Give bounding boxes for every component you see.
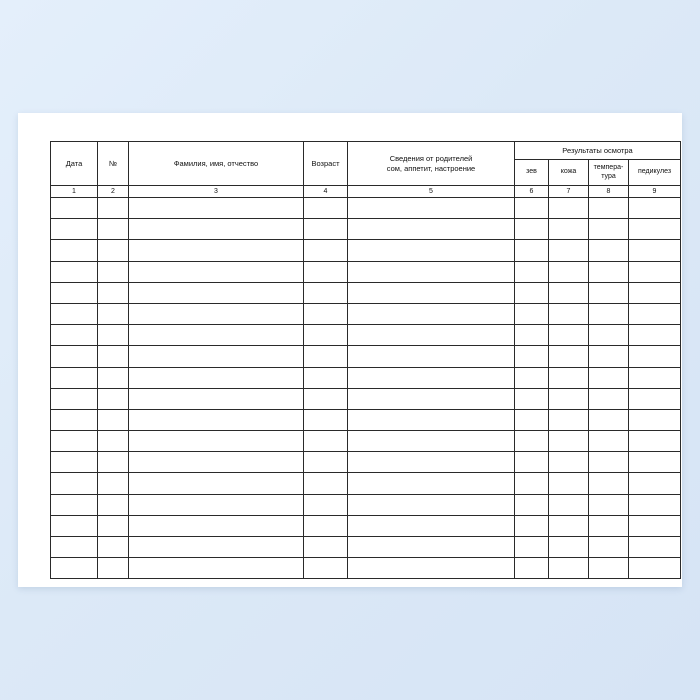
column-number-1: 1 (51, 186, 98, 198)
table-cell-throat[interactable] (515, 558, 549, 579)
table-cell-age[interactable] (304, 388, 348, 409)
table-cell-pediculosis[interactable] (629, 515, 681, 536)
table-cell-date[interactable] (51, 537, 98, 558)
table-cell-fio[interactable] (129, 409, 304, 430)
table-cell-no[interactable] (98, 515, 129, 536)
table-cell-parents_info[interactable] (348, 409, 515, 430)
column-number-9: 9 (629, 186, 681, 198)
table-cell-skin[interactable] (549, 240, 589, 261)
table-cell-temperature[interactable] (589, 346, 629, 367)
table-cell-date[interactable] (51, 282, 98, 303)
table-row[interactable] (51, 558, 681, 579)
column-number-2: 2 (98, 186, 129, 198)
document-sheet (18, 113, 682, 587)
table-cell-age[interactable] (304, 219, 348, 240)
table-cell-fio[interactable] (129, 325, 304, 346)
table-column-number-row (51, 186, 681, 198)
table-cell-no[interactable] (98, 198, 129, 219)
table-cell-throat[interactable] (515, 325, 549, 346)
table-cell-parents_info[interactable] (348, 303, 515, 324)
table-cell-no[interactable] (98, 303, 129, 324)
column-header-pediculosis: педикулез (629, 160, 681, 186)
table-body (51, 198, 681, 579)
table-cell-skin[interactable] (549, 431, 589, 452)
table-cell-date[interactable] (51, 219, 98, 240)
table-cell-date[interactable] (51, 558, 98, 579)
table-row[interactable] (51, 346, 681, 367)
column-header-date: Дата (51, 142, 98, 186)
table-cell-fio[interactable] (129, 473, 304, 494)
table-row[interactable] (51, 473, 681, 494)
table-cell-age[interactable] (304, 452, 348, 473)
table-cell-throat[interactable] (515, 494, 549, 515)
table-cell-temperature[interactable] (589, 409, 629, 430)
table-cell-age[interactable] (304, 494, 348, 515)
table-cell-pediculosis[interactable] (629, 198, 681, 219)
table-cell-temperature[interactable] (589, 325, 629, 346)
table-cell-date[interactable] (51, 325, 98, 346)
table-row[interactable] (51, 261, 681, 282)
table-cell-temperature[interactable] (589, 198, 629, 219)
table-cell-temperature[interactable] (589, 282, 629, 303)
column-number-7: 7 (549, 186, 589, 198)
table-cell-throat[interactable] (515, 452, 549, 473)
table-row[interactable] (51, 240, 681, 261)
table-cell-fio[interactable] (129, 452, 304, 473)
table-cell-temperature[interactable] (589, 473, 629, 494)
table-cell-skin[interactable] (549, 219, 589, 240)
table-cell-pediculosis[interactable] (629, 219, 681, 240)
column-header-temperature (589, 160, 629, 186)
table-header-row-group (51, 142, 681, 160)
journal-table-container (50, 141, 672, 579)
table-row[interactable] (51, 303, 681, 324)
table-cell-age[interactable] (304, 409, 348, 430)
table-cell-pediculosis[interactable] (629, 303, 681, 324)
table-cell-temperature[interactable] (589, 515, 629, 536)
table-cell-skin[interactable] (549, 261, 589, 282)
table-cell-skin[interactable] (549, 558, 589, 579)
table-cell-parents_info[interactable] (348, 494, 515, 515)
table-cell-no[interactable] (98, 494, 129, 515)
table-row[interactable] (51, 515, 681, 536)
table-cell-parents_info[interactable] (348, 515, 515, 536)
column-header-temperature-line1: темпера- (593, 164, 624, 172)
table-cell-no[interactable] (98, 558, 129, 579)
table-cell-pediculosis[interactable] (629, 409, 681, 430)
table-cell-date[interactable] (51, 452, 98, 473)
column-number-5: 5 (348, 186, 515, 198)
table-cell-no[interactable] (98, 219, 129, 240)
table-cell-no[interactable] (98, 537, 129, 558)
table-cell-age[interactable] (304, 346, 348, 367)
table-row[interactable] (51, 282, 681, 303)
table-cell-no[interactable] (98, 282, 129, 303)
table-cell-throat[interactable] (515, 537, 549, 558)
column-group-header-exam-results: Результаты осмотра (515, 142, 681, 160)
column-number-6: 6 (515, 186, 549, 198)
table-cell-fio[interactable] (129, 261, 304, 282)
table-cell-skin[interactable] (549, 537, 589, 558)
table-cell-temperature[interactable] (589, 303, 629, 324)
table-cell-date[interactable] (51, 409, 98, 430)
table-cell-parents_info[interactable] (348, 240, 515, 261)
table-cell-temperature[interactable] (589, 367, 629, 388)
table-cell-age[interactable] (304, 198, 348, 219)
table-cell-temperature[interactable] (589, 494, 629, 515)
table-cell-skin[interactable] (549, 473, 589, 494)
table-cell-temperature[interactable] (589, 537, 629, 558)
table-cell-temperature[interactable] (589, 219, 629, 240)
table-cell-temperature[interactable] (589, 452, 629, 473)
table-cell-parents_info[interactable] (348, 346, 515, 367)
table-cell-fio[interactable] (129, 558, 304, 579)
table-cell-pediculosis[interactable] (629, 325, 681, 346)
table-row[interactable] (51, 431, 681, 452)
table-cell-fio[interactable] (129, 537, 304, 558)
table-cell-age[interactable] (304, 240, 348, 261)
table-cell-pediculosis[interactable] (629, 473, 681, 494)
table-cell-parents_info[interactable] (348, 367, 515, 388)
table-cell-no[interactable] (98, 240, 129, 261)
table-cell-parents_info[interactable] (348, 537, 515, 558)
table-cell-date[interactable] (51, 261, 98, 282)
table-row[interactable] (51, 452, 681, 473)
table-cell-fio[interactable] (129, 240, 304, 261)
table-cell-fio[interactable] (129, 494, 304, 515)
table-cell-temperature[interactable] (589, 431, 629, 452)
table-row[interactable] (51, 388, 681, 409)
column-header-skin: кожа (549, 160, 589, 186)
table-cell-pediculosis[interactable] (629, 431, 681, 452)
table-cell-date[interactable] (51, 198, 98, 219)
table-cell-skin[interactable] (549, 515, 589, 536)
table-cell-fio[interactable] (129, 431, 304, 452)
table-cell-throat[interactable] (515, 346, 549, 367)
table-cell-skin[interactable] (549, 303, 589, 324)
table-cell-pediculosis[interactable] (629, 388, 681, 409)
table-cell-parents_info[interactable] (348, 473, 515, 494)
table-cell-pediculosis[interactable] (629, 240, 681, 261)
table-cell-parents_info[interactable] (348, 558, 515, 579)
table-cell-date[interactable] (51, 431, 98, 452)
table-cell-fio[interactable] (129, 346, 304, 367)
table-cell-throat[interactable] (515, 367, 549, 388)
table-cell-parents_info[interactable] (348, 198, 515, 219)
table-cell-throat[interactable] (515, 515, 549, 536)
table-cell-skin[interactable] (549, 282, 589, 303)
table-cell-temperature[interactable] (589, 388, 629, 409)
column-header-parents-info-line2: сом, аппетит, настроение (386, 163, 476, 173)
table-cell-age[interactable] (304, 261, 348, 282)
table-cell-date[interactable] (51, 515, 98, 536)
table-cell-fio[interactable] (129, 282, 304, 303)
table-cell-date[interactable] (51, 303, 98, 324)
table-cell-date[interactable] (51, 388, 98, 409)
table-cell-age[interactable] (304, 367, 348, 388)
table-cell-fio[interactable] (129, 367, 304, 388)
table-cell-skin[interactable] (549, 325, 589, 346)
table-cell-fio[interactable] (129, 198, 304, 219)
table-cell-throat[interactable] (515, 261, 549, 282)
column-header-temperature-line2: тура (601, 172, 616, 180)
table-cell-no[interactable] (98, 367, 129, 388)
table-cell-pediculosis[interactable] (629, 558, 681, 579)
table-cell-parents_info[interactable] (348, 261, 515, 282)
table-cell-pediculosis[interactable] (629, 346, 681, 367)
table-cell-pediculosis[interactable] (629, 452, 681, 473)
table-cell-no[interactable] (98, 261, 129, 282)
table-cell-throat[interactable] (515, 219, 549, 240)
table-cell-date[interactable] (51, 473, 98, 494)
column-number-8: 8 (589, 186, 629, 198)
table-cell-skin[interactable] (549, 494, 589, 515)
table-cell-pediculosis[interactable] (629, 494, 681, 515)
table-cell-temperature[interactable] (589, 240, 629, 261)
table-cell-age[interactable] (304, 303, 348, 324)
table-cell-temperature[interactable] (589, 261, 629, 282)
column-number-4: 4 (304, 186, 348, 198)
table-cell-parents_info[interactable] (348, 219, 515, 240)
column-header-fio: Фамилия, имя, отчество (129, 142, 304, 186)
table-row[interactable] (51, 537, 681, 558)
table-cell-skin[interactable] (549, 452, 589, 473)
table-cell-age[interactable] (304, 282, 348, 303)
table-cell-fio[interactable] (129, 303, 304, 324)
table-cell-parents_info[interactable] (348, 282, 515, 303)
table-cell-no[interactable] (98, 346, 129, 367)
table-row[interactable] (51, 198, 681, 219)
table-cell-parents_info[interactable] (348, 431, 515, 452)
table-cell-date[interactable] (51, 367, 98, 388)
table-cell-no[interactable] (98, 325, 129, 346)
table-cell-throat[interactable] (515, 240, 549, 261)
table-cell-parents_info[interactable] (348, 325, 515, 346)
table-cell-date[interactable] (51, 346, 98, 367)
table-cell-skin[interactable] (549, 367, 589, 388)
table-row[interactable] (51, 494, 681, 515)
table-cell-temperature[interactable] (589, 558, 629, 579)
table-cell-age[interactable] (304, 431, 348, 452)
table-cell-fio[interactable] (129, 219, 304, 240)
table-cell-age[interactable] (304, 558, 348, 579)
table-cell-skin[interactable] (549, 409, 589, 430)
table-cell-age[interactable] (304, 473, 348, 494)
table-row[interactable] (51, 409, 681, 430)
table-cell-no[interactable] (98, 409, 129, 430)
table-cell-pediculosis[interactable] (629, 367, 681, 388)
table-row[interactable] (51, 367, 681, 388)
column-header-no: № (98, 142, 129, 186)
table-cell-no[interactable] (98, 473, 129, 494)
column-header-parents-info (348, 142, 515, 186)
table-cell-throat[interactable] (515, 282, 549, 303)
table-cell-no[interactable] (98, 431, 129, 452)
column-number-3: 3 (129, 186, 304, 198)
table-cell-pediculosis[interactable] (629, 537, 681, 558)
table-cell-age[interactable] (304, 515, 348, 536)
table-cell-fio[interactable] (129, 388, 304, 409)
table-cell-date[interactable] (51, 494, 98, 515)
table-cell-skin[interactable] (549, 198, 589, 219)
table-cell-parents_info[interactable] (348, 452, 515, 473)
table-cell-skin[interactable] (549, 346, 589, 367)
table-row[interactable] (51, 219, 681, 240)
table-cell-date[interactable] (51, 240, 98, 261)
table-cell-age[interactable] (304, 325, 348, 346)
table-cell-pediculosis[interactable] (629, 282, 681, 303)
table-cell-pediculosis[interactable] (629, 261, 681, 282)
table-row[interactable] (51, 325, 681, 346)
table-cell-throat[interactable] (515, 431, 549, 452)
table-cell-no[interactable] (98, 388, 129, 409)
journal-table (50, 141, 681, 579)
table-cell-parents_info[interactable] (348, 388, 515, 409)
table-cell-age[interactable] (304, 537, 348, 558)
table-cell-throat[interactable] (515, 303, 549, 324)
table-cell-throat[interactable] (515, 388, 549, 409)
column-header-parents-info-line1: Сведения от родителей (389, 154, 473, 164)
table-cell-skin[interactable] (549, 388, 589, 409)
table-cell-no[interactable] (98, 452, 129, 473)
table-cell-throat[interactable] (515, 409, 549, 430)
table-cell-fio[interactable] (129, 515, 304, 536)
table-cell-throat[interactable] (515, 473, 549, 494)
column-header-throat: зев (515, 160, 549, 186)
column-header-age: Возраст (304, 142, 348, 186)
table-cell-throat[interactable] (515, 198, 549, 219)
